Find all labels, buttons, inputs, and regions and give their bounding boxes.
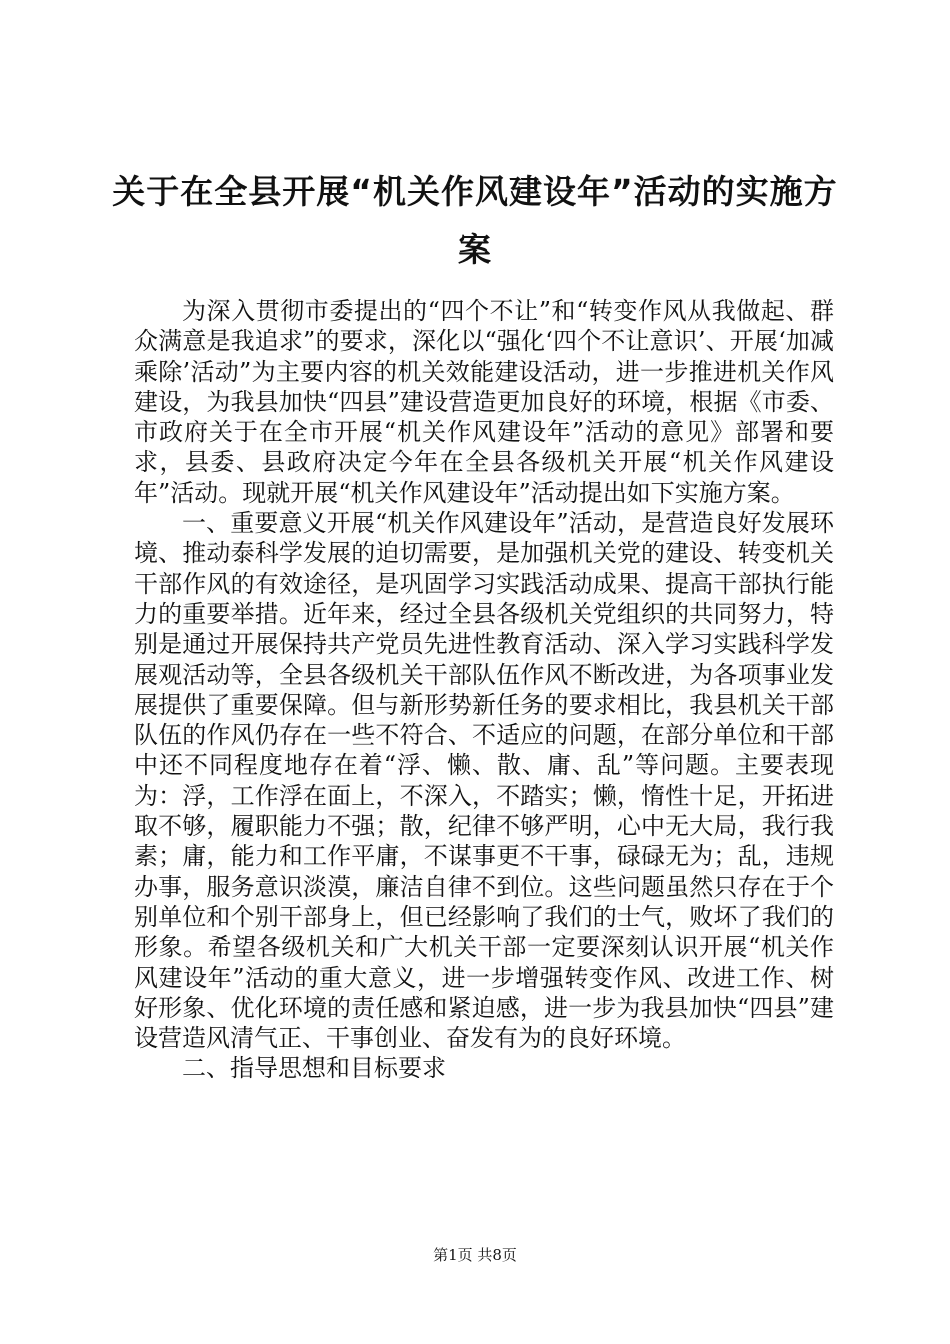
paragraph-significance: 一、重要意义开展“机关作风建设年”活动，是营造良好发展环境、推动泰科学发展的迫切需要，是加强机关党的建设、转变机关干部作风的有效途径，是巩固学习实践活动成果、提高干部执行能力的重要举措。近年来，经过全县各级机关党组织的共同努力，特别是通过开展保持共产党员先进性教育活动、深入学习实践科学发展观活动等，全县各级机关干部队伍作风不断改进，为各项事业发展提供了重要保障。但与新形势新任务的要求相比，我县机关干部队伍的作风仍存在一些不符合、不适应的问题，在部分单位和干部中还不同程度地存在着“浮、懒、散、庸、乱”等问题。主要表现为：浮，工作浮在面上，不深入，不踏实；懒，惰性十足，开拓进取不够，履职能力不强；散，纪律不够严明，心中无大局，我行我素；庸，能力和工作平庸，不谋事更不干事，碌碌无为；乱，违规办事，服务意识淡漠，廉洁自律不到位。这些问题虽然只存在于个别单位和个别干部身上，但已经影响了我们的士气，败坏了我们的形象。希望各级机关和广大机关干部一定要深刻认识开展“机关作风建设年”活动的重大意义，进一步增强转变作风、改进工作、树好形象、优化环境的责任感和紧迫感，进一步为我县加快“四县”建设营造风清气正、干事创业、奋发有为的良好环境。	[134, 509, 834, 1053]
section-heading-guiding-ideology: 二、指导思想和目标要求	[182, 1054, 446, 1083]
document-title: 关于在全县开展“机关作风建设年”活动的实施方案	[112, 172, 838, 269]
document-body	[134, 296, 834, 1084]
paragraph-intro: 为深入贯彻市委提出的“四个不让”和“转变作风从我做起、群众满意是我追求”的要求，深化以“强化‘四个不让意识’、开展‘加减乘除’活动”为主要内容的机关效能建设活动，进一步推进机关作风建设，为我县加快“四县”建设营造更加良好的环境，根据《市委、市政府关于在全市开展“机关作风建设年”活动的意见》部署和要求，县委、县政府决定今年在全县各级机关开展“机关作风建设年”活动。现就开展“机关作风建设年”活动提出如下实施方案。	[134, 297, 834, 507]
page-number: 第1页 共8页	[433, 1246, 517, 1264]
